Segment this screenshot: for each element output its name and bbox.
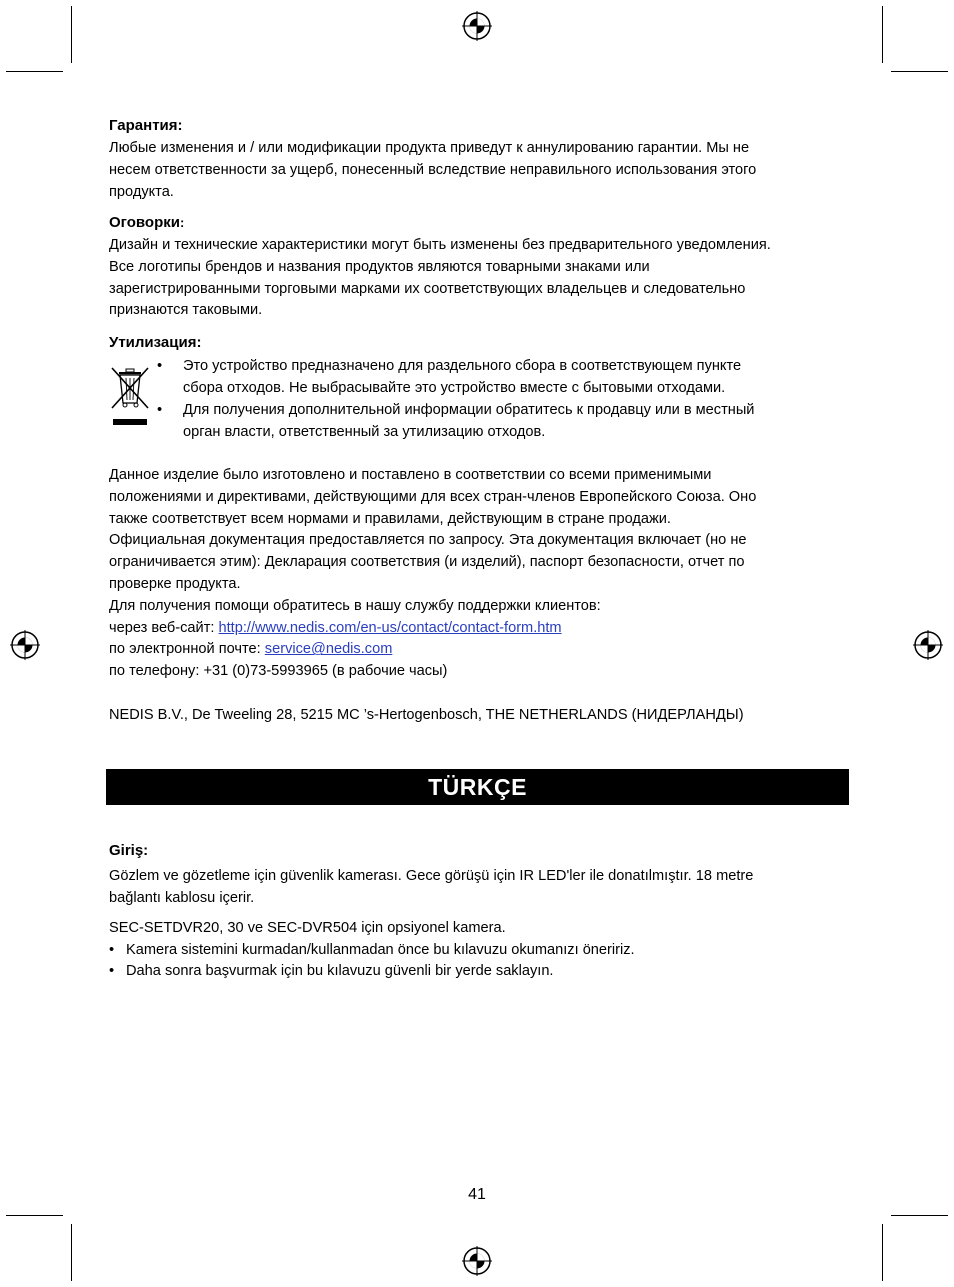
bullet-dot: •	[157, 358, 163, 374]
warranty-line: продукта.	[109, 183, 174, 200]
turkish-bullet-text: Kamera sistemini kurmadan/kullanmadan önce bu kılavuzu okumanızı öneririz.	[126, 942, 635, 958]
weee-crossed-bin-icon	[110, 366, 150, 428]
registration-mark-bottom-icon	[462, 1246, 492, 1276]
warranty-heading: Гарантия:	[109, 117, 183, 134]
crop-mark-tl-v	[71, 6, 72, 63]
crop-mark-br-h	[891, 1215, 948, 1216]
intro-heading: Giriş:	[109, 842, 149, 859]
registration-mark-right-icon	[913, 630, 943, 660]
compliance-line: ограничивается этим): Декларация соответствия (и изделий), паспорт безопасности, отчет по	[109, 554, 745, 571]
company-address: NEDIS B.V., De Tweeling 28, 5215 MC ’s-Hertogenbosch, THE NETHERLANDS (НИДЕРЛАНДЫ)	[109, 707, 744, 723]
compliance-line: также соответствует всем нормами и правилами, действующим в стране продажи.	[109, 510, 671, 527]
bullet-dot: •	[109, 963, 115, 979]
disposal-bullet-line: Для получения дополнительной информации обратитесь к продавцу или в местный	[183, 402, 755, 418]
turkish-bullet-text: Daha sonra başvurmak için bu kılavuzu güvenli bir yerde saklayın.	[126, 963, 554, 979]
disclaimer-paragraph	[109, 235, 869, 322]
page-number: 41	[468, 1186, 486, 1203]
phone-line: по телефону: +31 (0)73-5993965 (в рабочие часы)	[109, 663, 448, 680]
disposal-bullet-line: орган власти, ответственный за утилизацию отходов.	[183, 423, 546, 440]
warranty-paragraph	[109, 138, 869, 203]
turkish-bullet	[109, 961, 554, 983]
disposal-bullet-text	[183, 400, 754, 444]
section-banner-turkish: TÜRKÇE	[106, 769, 849, 805]
disclaimer-heading-colon: :	[179, 215, 185, 230]
compliance-line: Данное изделие было изготовлено и поставлено в соответствии со всеми применимыми	[109, 467, 712, 483]
crop-mark-tr-v	[882, 6, 883, 63]
registration-mark-top-icon	[462, 11, 492, 41]
disclaimer-line: Все логотипы брендов и названия продуктов являются товарными знаками или	[109, 258, 650, 275]
website-line	[109, 618, 869, 640]
intro-line: bağlantı kablosu içerir.	[109, 889, 255, 906]
warranty-line: Любые изменения и / или модификации продукта приведут к аннулированию гарантии. Мы не	[109, 140, 750, 156]
email-link[interactable]: service@nedis.com	[264, 641, 393, 658]
crop-mark-tl-h	[6, 71, 63, 72]
website-link[interactable]: http://www.nedis.com/en-us/contact/contact-form.htm	[218, 619, 562, 636]
website-label: через веб-сайт:	[109, 619, 219, 636]
optional-camera-line: SEC-SETDVR20, 30 ve SEC-DVR504 için opsiyonel kamera.	[109, 920, 506, 936]
email-label: по электронной почте:	[109, 641, 265, 658]
intro-paragraph	[109, 866, 869, 910]
crop-mark-bl-v	[71, 1224, 72, 1281]
disclaimer-line: Дизайн и технические характеристики могут быть изменены без предварительного уведомления.	[109, 237, 771, 253]
disclaimer-heading	[109, 214, 184, 232]
crop-mark-bl-h	[6, 1215, 63, 1216]
warranty-line: несем ответственности за ущерб, понесенный вследствие неправильного использования этого	[109, 161, 757, 178]
disposal-bullet-line: сбора отходов. Не выбрасывайте это устройство вместе с бытовыми отходами.	[183, 379, 726, 396]
compliance-line: Официальная документация предоставляется по запросу. Эта документация включает (но не	[109, 532, 747, 549]
disposal-bullet-text	[183, 356, 741, 400]
compliance-line: проверке продукта.	[109, 575, 241, 592]
disclaimer-line: признаются таковыми.	[109, 302, 263, 319]
email-line	[109, 639, 869, 661]
disclaimer-heading-text: Оговорки	[109, 214, 180, 231]
registration-mark-left-icon	[10, 630, 40, 660]
compliance-line: Для получения помощи обратитесь в нашу службу поддержки клиентов:	[109, 597, 601, 614]
disposal-bullet-line: Это устройство предназначено для раздельного сбора в соответствующем пункте	[183, 358, 742, 374]
disposal-heading: Утилизация:	[109, 334, 202, 351]
compliance-line: положениями и директивами, действующими для всех стран-членов Европейского Союза. Оно	[109, 488, 757, 505]
crop-mark-br-v	[882, 1224, 883, 1281]
bullet-dot: •	[157, 402, 163, 418]
crop-mark-tr-h	[891, 71, 948, 72]
turkish-bullet	[109, 940, 635, 962]
intro-line: Gözlem ve gözetleme için güvenlik kamerası. Gece görüşü için IR LED'ler ile donatılmıştır. 18 metre	[109, 868, 754, 884]
bullet-dot: •	[109, 942, 115, 958]
compliance-paragraph	[109, 465, 869, 683]
disclaimer-line: зарегистрированными торговыми марками их соответствующих владельцев и следовательно	[109, 280, 746, 297]
